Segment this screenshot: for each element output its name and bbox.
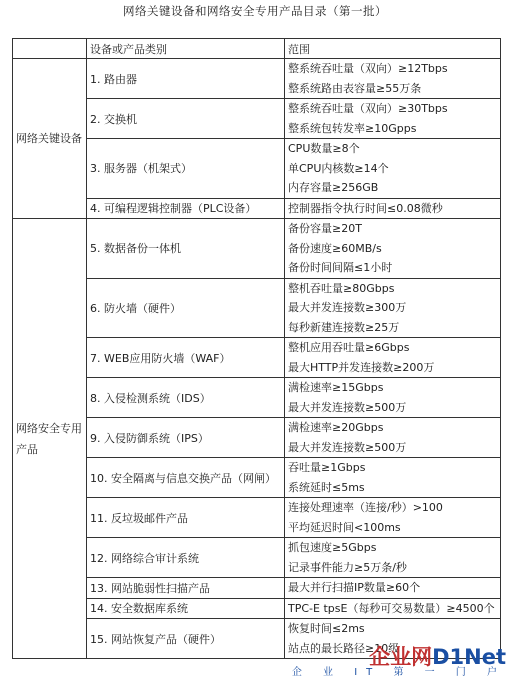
category-cell: 12. 网络综合审计系统 — [87, 538, 285, 578]
scope-line: 最大并行扫描IP数量≥60个 — [288, 581, 421, 594]
scope-line: 备份速度≥60MB/s — [288, 241, 382, 255]
scope-cell — [285, 498, 501, 538]
category-cell: 10. 安全隔离与信息交换产品（网闸） — [87, 458, 285, 498]
scope-line: CPU数量≥8个 — [288, 142, 360, 155]
scope-line: 最大并发连接数≥300万 — [288, 301, 407, 314]
scope-cell — [285, 219, 501, 279]
scope-cell — [285, 198, 501, 219]
scope-line: 满检速率≥15Gbps — [288, 381, 384, 394]
category-cell: 8. 入侵检测系统（IDS） — [87, 378, 285, 418]
scope-line: 吞吐量≥1Gbps — [288, 461, 366, 474]
scope-line: 满检速率≥20Gbps — [288, 421, 384, 434]
table-header-row — [13, 39, 501, 59]
watermark-logo: 企业网D1Net — [369, 645, 506, 669]
table-row — [13, 378, 501, 418]
category-cell: 14. 安全数据库系统 — [87, 598, 285, 619]
category-cell: 6. 防火墙（硬件） — [87, 278, 285, 338]
scope-cell — [285, 538, 501, 578]
scope-line: 备份容量≥20T — [288, 222, 362, 235]
scope-cell — [285, 378, 501, 418]
table-row — [13, 99, 501, 139]
watermark — [292, 645, 506, 679]
table-row — [13, 418, 501, 458]
scope-line: 恢复时间≤2ms — [288, 622, 365, 635]
table-row — [13, 598, 501, 619]
scope-line: 整机应用吞吐量≥6Gbps — [288, 341, 410, 354]
scope-line: TPC-E tpsE（每秒可交易数量）≥4500个 — [288, 601, 495, 615]
group-name-cell: 网络关键设备 — [13, 59, 87, 219]
scope-line: 平均延迟时间<100ms — [288, 520, 401, 534]
table-row — [13, 498, 501, 538]
header-blank — [13, 39, 87, 59]
table-row — [13, 458, 501, 498]
scope-cell — [285, 139, 501, 199]
group-name-cell: 网络安全专用产品 — [13, 219, 87, 659]
scope-line: 最大并发连接数≥500万 — [288, 440, 407, 454]
category-cell: 1. 路由器 — [87, 59, 285, 99]
category-cell: 7. WEB应用防火墙（WAF） — [87, 338, 285, 378]
table-row — [13, 538, 501, 578]
table-row — [13, 219, 501, 279]
scope-line: 整机吞吐量≥80Gbps — [288, 281, 395, 295]
scope-line: 整系统路由表容量≥55万条 — [288, 81, 422, 95]
scope-cell — [285, 458, 501, 498]
category-cell: 9. 入侵防御系统（IPS） — [87, 418, 285, 458]
scope-line: 整系统吞吐量（双向）≥30Tbps — [288, 102, 448, 115]
product-catalog-table — [12, 38, 501, 659]
table-row — [13, 338, 501, 378]
scope-cell — [285, 278, 501, 338]
table-row — [13, 198, 501, 219]
category-cell: 11. 反垃圾邮件产品 — [87, 498, 285, 538]
watermark-subtitle: 企 业 IT 第 一 门 户 — [291, 667, 506, 678]
scope-cell — [285, 418, 501, 458]
category-cell: 2. 交换机 — [87, 99, 285, 139]
scope-line: 最大并发连接数≥500万 — [288, 400, 407, 414]
header-scope: 范围 — [285, 39, 501, 59]
category-cell: 5. 数据备份一体机 — [87, 219, 285, 279]
scope-line: 整系统包转发率≥10Gpps — [288, 121, 417, 135]
scope-cell — [285, 598, 501, 619]
table-row — [13, 578, 501, 599]
category-cell: 15. 网站恢复产品（硬件） — [87, 619, 285, 659]
scope-cell — [285, 59, 501, 99]
scope-line: 内存容量≥256GB — [288, 181, 379, 194]
scope-line: 整系统吞吐量（双向）≥12Tbps — [288, 62, 448, 75]
table-row — [13, 139, 501, 199]
scope-line: 控制器指令执行时间≤0.08微秒 — [288, 201, 443, 215]
scope-line: 记录事件能力≥5万条/秒 — [288, 560, 407, 574]
table-row — [13, 278, 501, 338]
scope-line: 连接处理速率（连接/秒）>100 — [288, 501, 443, 514]
page-title: 网络关键设备和网络安全专用产品目录（第一批） — [123, 4, 387, 18]
scope-line: 系统延时≤5ms — [288, 480, 365, 494]
scope-line: 单CPU内核数≥14个 — [288, 161, 389, 175]
category-cell: 13. 网站脆弱性扫描产品 — [87, 578, 285, 599]
scope-line: 站点的最长路径≥10级 — [288, 641, 400, 655]
category-cell: 4. 可编程逻辑控制器（PLC设备） — [87, 198, 285, 219]
scope-line: 每秒新建连接数≥25万 — [288, 320, 400, 334]
scope-cell — [285, 338, 501, 378]
scope-cell — [285, 578, 501, 599]
scope-line: 抓包速度≥5Gbps — [288, 541, 377, 554]
table-row — [13, 59, 501, 99]
scope-cell — [285, 99, 501, 139]
header-category: 设备或产品类别 — [87, 39, 285, 59]
scope-line: 备份时间间隔≤1小时 — [288, 261, 393, 274]
scope-line: 最大HTTP并发连接数≥200万 — [288, 360, 435, 374]
category-cell: 3. 服务器（机架式） — [87, 139, 285, 199]
